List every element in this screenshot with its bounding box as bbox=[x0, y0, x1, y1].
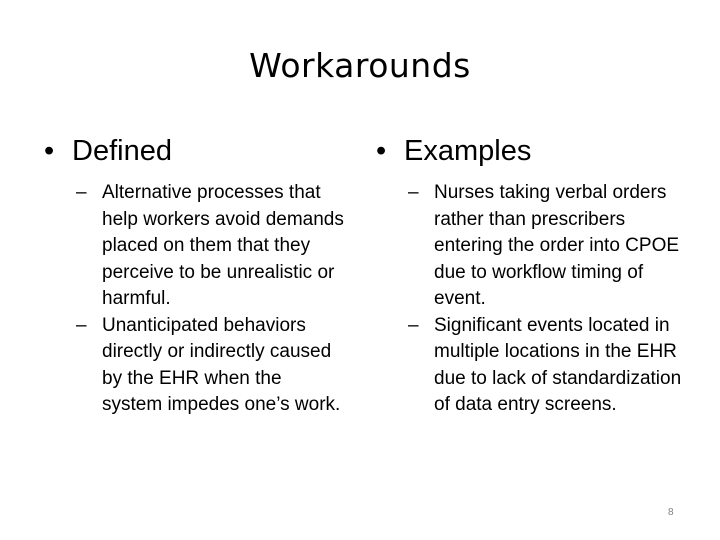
list-item-text: Alternative processes that help workers avoid demands placed on them that they perceive to be unrealistic or harmful. bbox=[102, 182, 344, 309]
list-item-text: Significant events located in multiple locations in the EHR due to lack of standardization of data entry screens. bbox=[434, 314, 682, 415]
list-item-text: Nurses taking verbal orders rather than prescribers entering the order into CPOE due to workflow timing of event. bbox=[434, 182, 680, 309]
bullet-icon: • bbox=[376, 135, 387, 167]
dash-icon: – bbox=[408, 182, 419, 203]
left-list bbox=[44, 180, 344, 419]
list-item bbox=[44, 180, 344, 313]
left-heading bbox=[44, 132, 344, 172]
list-item bbox=[44, 313, 344, 419]
dash-icon: – bbox=[76, 314, 87, 336]
right-column bbox=[376, 132, 686, 419]
dash-icon: – bbox=[76, 182, 87, 203]
left-column bbox=[44, 132, 344, 419]
right-heading bbox=[376, 132, 686, 172]
dash-icon: – bbox=[408, 314, 419, 336]
slide-title: Workarounds bbox=[249, 46, 471, 85]
bullet-icon: • bbox=[44, 135, 55, 167]
list-item bbox=[376, 180, 686, 313]
right-heading-text: Examples bbox=[404, 135, 532, 167]
page-number: 8 bbox=[668, 507, 674, 518]
right-list bbox=[376, 180, 686, 419]
list-item-text: Unanticipated behaviors directly or indirectly caused by the EHR when the system impedes one’s work. bbox=[102, 314, 341, 415]
left-heading-text: Defined bbox=[72, 135, 172, 167]
list-item bbox=[376, 313, 686, 419]
